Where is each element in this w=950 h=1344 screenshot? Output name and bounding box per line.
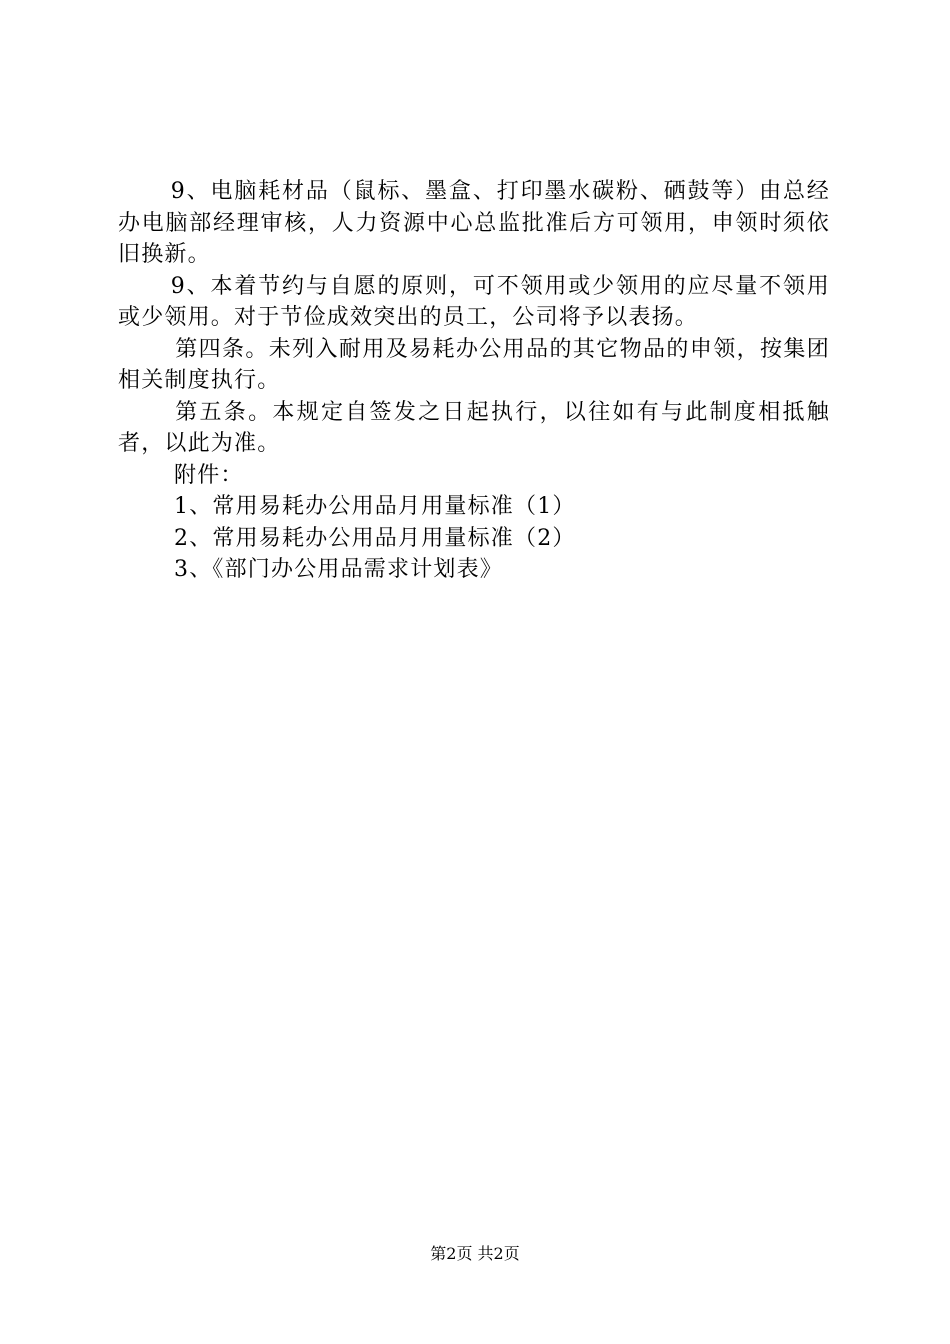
attachments-heading: 附件： <box>174 462 244 488</box>
document-body <box>118 176 830 586</box>
attachment-item-2: 2、常用易耗办公用品月用量标准（2） <box>174 525 576 551</box>
paragraph-computer-supplies: 9、电脑耗材品（鼠标、墨盒、打印墨水碳粉、硒鼓等）由总经办电脑部经理审核，人力资源中心总监批准后方可领用，申领时须依旧换新。 <box>118 179 830 267</box>
attachment-item-1: 1、常用易耗办公用品月用量标准（1） <box>174 494 576 519</box>
page-footer: 第2页 共2页 <box>430 1244 520 1263</box>
paragraph-article-4: 第四条。未列入耐用及易耗办公用品的其它物品的申领，按集团相关制度执行。 <box>118 336 830 393</box>
attachment-item-3: 3、《部门办公用品需求计划表》 <box>174 557 503 582</box>
paragraph-saving-principle: 9、本着节约与自愿的原则，可不领用或少领用的应尽量不领用或少领用。对于节俭成效突出的员工，公司将予以表扬。 <box>118 273 830 330</box>
paragraph-article-5: 第五条。本规定自签发之日起执行，以往如有与此制度相抵触者，以此为准。 <box>118 399 830 456</box>
